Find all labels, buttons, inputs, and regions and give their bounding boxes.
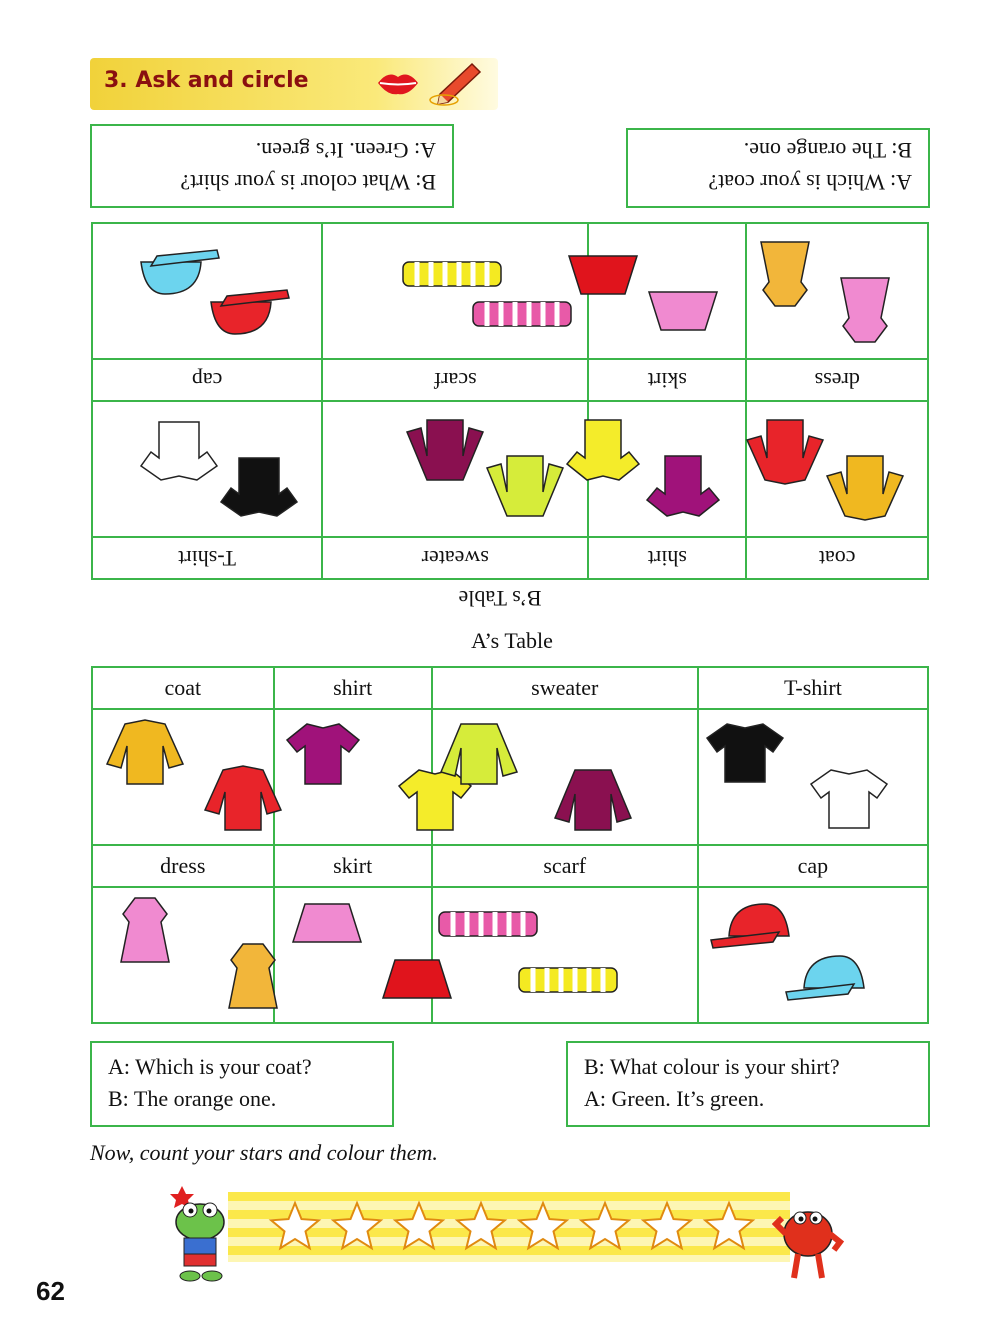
star-icon[interactable] xyxy=(516,1200,570,1254)
dialog-line: A: Green. It’s green. xyxy=(255,138,436,163)
cap-icon xyxy=(121,234,221,306)
shirt-pictures[interactable] xyxy=(274,709,432,845)
tshirt-icon xyxy=(137,416,221,488)
cap-pictures[interactable] xyxy=(92,223,322,359)
coat-icon xyxy=(201,762,285,834)
b-table-caption: B’s Table xyxy=(458,586,542,611)
star-icon[interactable] xyxy=(268,1200,322,1254)
b-dialog-left xyxy=(90,124,454,208)
a-label: coat xyxy=(92,667,274,709)
dialog-line: A: Which is your coat? xyxy=(108,1054,312,1079)
star-icon[interactable] xyxy=(330,1200,384,1254)
a-label: T-shirt xyxy=(698,667,928,709)
star-icon[interactable] xyxy=(640,1200,694,1254)
star-icon[interactable] xyxy=(454,1200,508,1254)
b-label: shirt xyxy=(588,537,746,579)
coat-pictures[interactable] xyxy=(746,401,928,537)
instruction-text: Now, count your stars and colour them. xyxy=(90,1140,438,1165)
section-title-band xyxy=(90,58,498,110)
sweater-icon xyxy=(437,716,521,788)
shirt-icon xyxy=(641,452,725,524)
b-label: sweater xyxy=(322,537,588,579)
a-table-caption: A’s Table xyxy=(471,628,553,653)
skirt-icon xyxy=(641,274,725,346)
b-label: skirt xyxy=(588,359,746,401)
sweater-icon xyxy=(483,452,567,524)
section-title: 3. Ask and circle xyxy=(104,68,309,93)
star-icon[interactable] xyxy=(578,1200,632,1254)
tshirt-icon xyxy=(703,716,787,788)
tshirt-pictures[interactable] xyxy=(698,709,928,845)
shirt-pictures[interactable] xyxy=(588,401,746,537)
dialog-line: B: The orange one. xyxy=(108,1086,277,1111)
page-number: 62 xyxy=(36,1276,65,1306)
sweater-pictures[interactable] xyxy=(432,709,698,845)
a-table xyxy=(91,666,929,1024)
star-icon[interactable] xyxy=(392,1200,446,1254)
dialog-line: B: What colour is your shirt? xyxy=(180,170,436,195)
scarf-icon xyxy=(513,948,623,1020)
cap-icon xyxy=(779,944,889,1016)
dress-pictures[interactable] xyxy=(746,223,928,359)
coat-icon xyxy=(743,416,827,488)
coat-icon xyxy=(103,716,187,788)
a-label: dress xyxy=(92,845,274,887)
scarf-icon xyxy=(397,234,507,306)
dialog-line: B: The orange one. xyxy=(743,138,912,163)
a-label: scarf xyxy=(432,845,698,887)
coat-icon xyxy=(823,452,907,524)
tshirt-icon xyxy=(217,452,301,524)
skirt-icon xyxy=(285,888,369,960)
dress-icon xyxy=(103,894,187,966)
shirt-icon xyxy=(281,716,365,788)
dialog-line: A: Green. It’s green. xyxy=(584,1086,765,1111)
a-label: sweater xyxy=(432,667,698,709)
b-label: cap xyxy=(92,359,322,401)
b-label: dress xyxy=(746,359,928,401)
frog-icon xyxy=(158,1184,236,1284)
b-table xyxy=(91,222,929,580)
crab-icon xyxy=(772,1194,844,1286)
dress-icon xyxy=(823,274,907,346)
dress-icon xyxy=(743,238,827,310)
scarf-pictures[interactable] xyxy=(322,223,588,359)
sweater-icon xyxy=(551,762,635,834)
dress-pictures[interactable] xyxy=(92,887,274,1023)
a-label: shirt xyxy=(274,667,432,709)
star-icon[interactable] xyxy=(702,1200,756,1254)
a-dialog-left xyxy=(90,1041,394,1127)
skirt-pictures[interactable] xyxy=(588,223,746,359)
b-label: coat xyxy=(746,537,928,579)
tshirt-icon xyxy=(807,762,891,834)
skirt-pictures[interactable] xyxy=(274,887,432,1023)
b-dialog-right xyxy=(626,128,930,208)
pencil-icon xyxy=(428,60,484,106)
b-label: T-shirt xyxy=(92,537,322,579)
a-label: skirt xyxy=(274,845,432,887)
dialog-line: B: What colour is your shirt? xyxy=(584,1054,840,1079)
b-label: scarf xyxy=(322,359,588,401)
dialog-line: A: Which is your coat? xyxy=(708,170,912,195)
a-dialog-right xyxy=(566,1041,930,1127)
coat-pictures[interactable] xyxy=(92,709,274,845)
cap-pictures[interactable] xyxy=(698,887,928,1023)
tshirt-pictures[interactable] xyxy=(92,401,322,537)
a-label: cap xyxy=(698,845,928,887)
lips-icon xyxy=(376,68,420,98)
sweater-icon xyxy=(403,416,487,488)
sweater-pictures[interactable] xyxy=(322,401,588,537)
scarf-pictures[interactable] xyxy=(432,887,698,1023)
